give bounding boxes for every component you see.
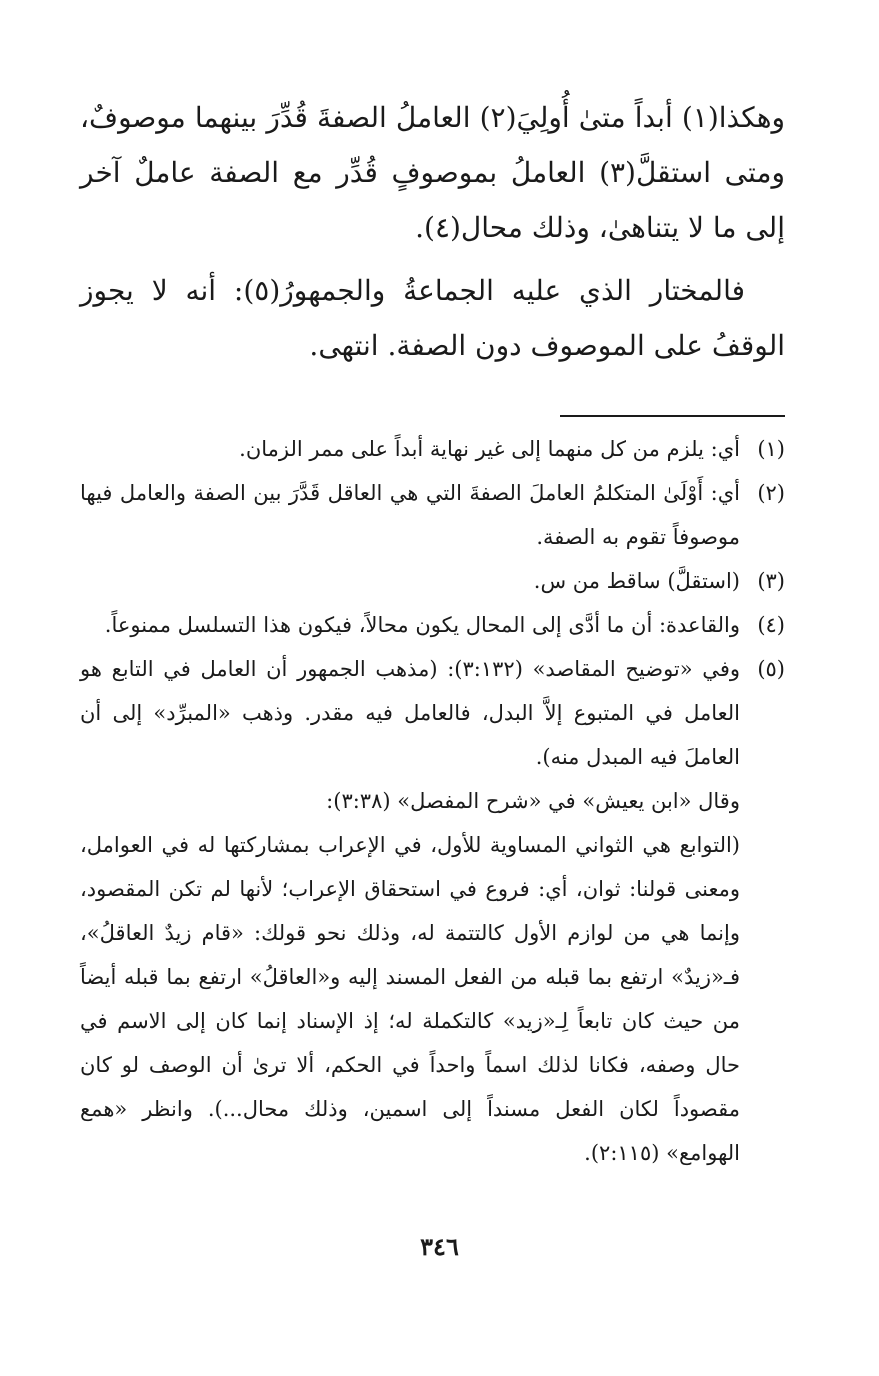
page-number: ٣٤٦ <box>420 1232 459 1261</box>
footnote-text: أي: أَوْلَىٰ المتكلمُ العاملَ الصفةَ التي هي العاقل قَدَّرَ بين الصفة والعامل فيها موصوفاً تقوم به الصفة. <box>80 481 740 549</box>
footnote-4 <box>80 603 785 647</box>
footnote-3 <box>80 559 785 603</box>
footnote-number: (٥) <box>757 657 785 681</box>
footnote-continuation-quote: (التوابع هي الثواني المساوية للأول، في الإعراب بمشاركتها له في العوامل، ومعنى قولنا: ثوان، أي: فروع في استحقاق الإعراب؛ لأنها لم تكن المقصود، وإنما هي من لوازم الأول كالتتمة له، وذلك نحو قولك: «قام زيدٌ العاقلُ»، فـ«زيدٌ» ارتفع بما قبله من الفعل المسند إليه و«العاقلُ» ارتفع بما قبله أيضاً من حيث كان تابعاً لِـ«زيد» كالتكملة له؛ إذ الإسناد إنما كان إلى الاسم في حال وصفه، فكانا لذلك اسماً واحداً في الحكم، ألا ترىٰ أن الوصف لو كان مقصوداً لكان الفعل مسنداً إلى اسمين، وذلك محال...). وانظر «همع الهوامع» (٢:١١٥). <box>80 833 740 1165</box>
main-text <box>80 90 785 373</box>
footnote-text: أي: يلزم من كل منهما إلى غير نهاية أبداً على ممر الزمان. <box>239 437 740 461</box>
footnote-number: (٣) <box>757 569 785 593</box>
page-content <box>80 90 785 1175</box>
footnote-text: والقاعدة: أن ما أدَّى إلى المحال يكون محالاً، فيكون هذا التسلسل ممنوعاً. <box>104 613 740 637</box>
footnote-separator <box>560 415 785 417</box>
footnote-text: وفي «توضيح المقاصد» (٣:١٣٢): (مذهب الجمهور أن العامل في التابع هو العامل في المتبوع إلاَّ البدل، فالعامل فيه مقدر. وذهب «المبرِّد» إلى أن العاملَ فيه المبدل منه). <box>80 657 740 769</box>
footnote-2 <box>80 471 785 559</box>
footnotes <box>80 427 785 1175</box>
footnote-5 <box>80 647 785 779</box>
footnote-number: (١) <box>757 437 785 461</box>
footnote-continuation-line: وقال «ابن يعيش» في «شرح المفصل» (٣:٣٨): <box>326 789 740 813</box>
footnote-number: (٤) <box>757 613 785 637</box>
footnote-continuation <box>80 779 785 1175</box>
footnote-number: (٢) <box>757 481 785 505</box>
main-paragraph-1: وهكذا(١) أبداً متىٰ أُولِيَ(٢) العاملُ الصفةَ قُدِّرَ بينهما موصوفٌ، ومتى استقلَّ(٣) العاملُ بموصوفٍ قُدِّر مع الصفة عاملٌ آخر إلى ما لا يتناهىٰ، وذلك محال(٤). <box>80 101 785 244</box>
footnote-text: (استقلَّ) ساقط من س. <box>533 569 740 593</box>
footnote-1 <box>80 427 785 471</box>
main-paragraph-2: فالمختار الذي عليه الجماعةُ والجمهورُ(٥): أنه لا يجوز الوقفُ على الموصوف دون الصفة. انتهى. <box>80 274 785 362</box>
